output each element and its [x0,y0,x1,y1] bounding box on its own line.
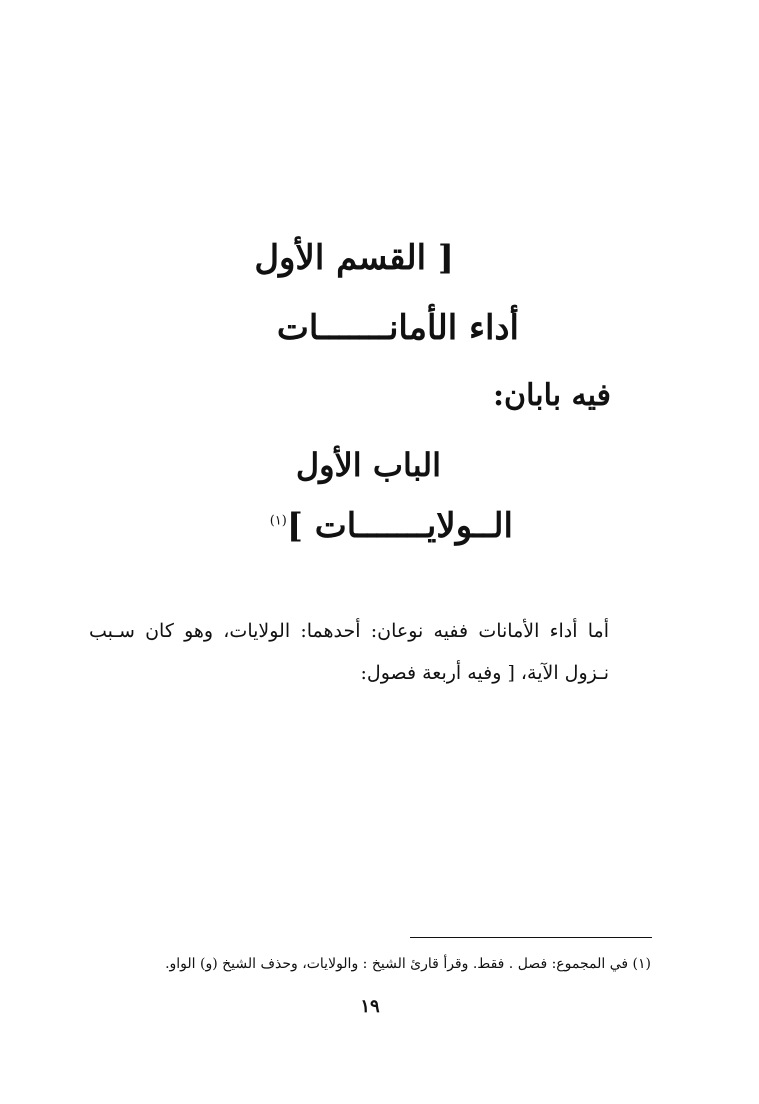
subject-heading-text: الــولايـــــــات ] [286,506,513,546]
chapters-heading: فيه بابان: [492,378,611,413]
footnote: (١) في المجموع: فصل . فقط. وقرأ قارئ الشيخ : والولايات، وحذف الشيخ (و) الواو. [165,956,651,972]
body-text [89,610,609,694]
body-paragraph: أما أداء الأمانات ففيه نوعان: أحدهما: الولايات، وهو كان سـبب نـزول الآية، [ وفيه أربعة فصول: [89,620,609,684]
section-heading: [ القسم الأول [254,238,454,278]
chapter-one-heading: الباب الأول [295,446,441,484]
topic-heading: أداء الأمانـــــــات [276,308,519,348]
subject-heading [270,506,513,546]
footnote-divider [410,937,652,938]
footnote-marker: (١) [269,513,287,529]
page-number: ١٩ [360,996,380,1017]
